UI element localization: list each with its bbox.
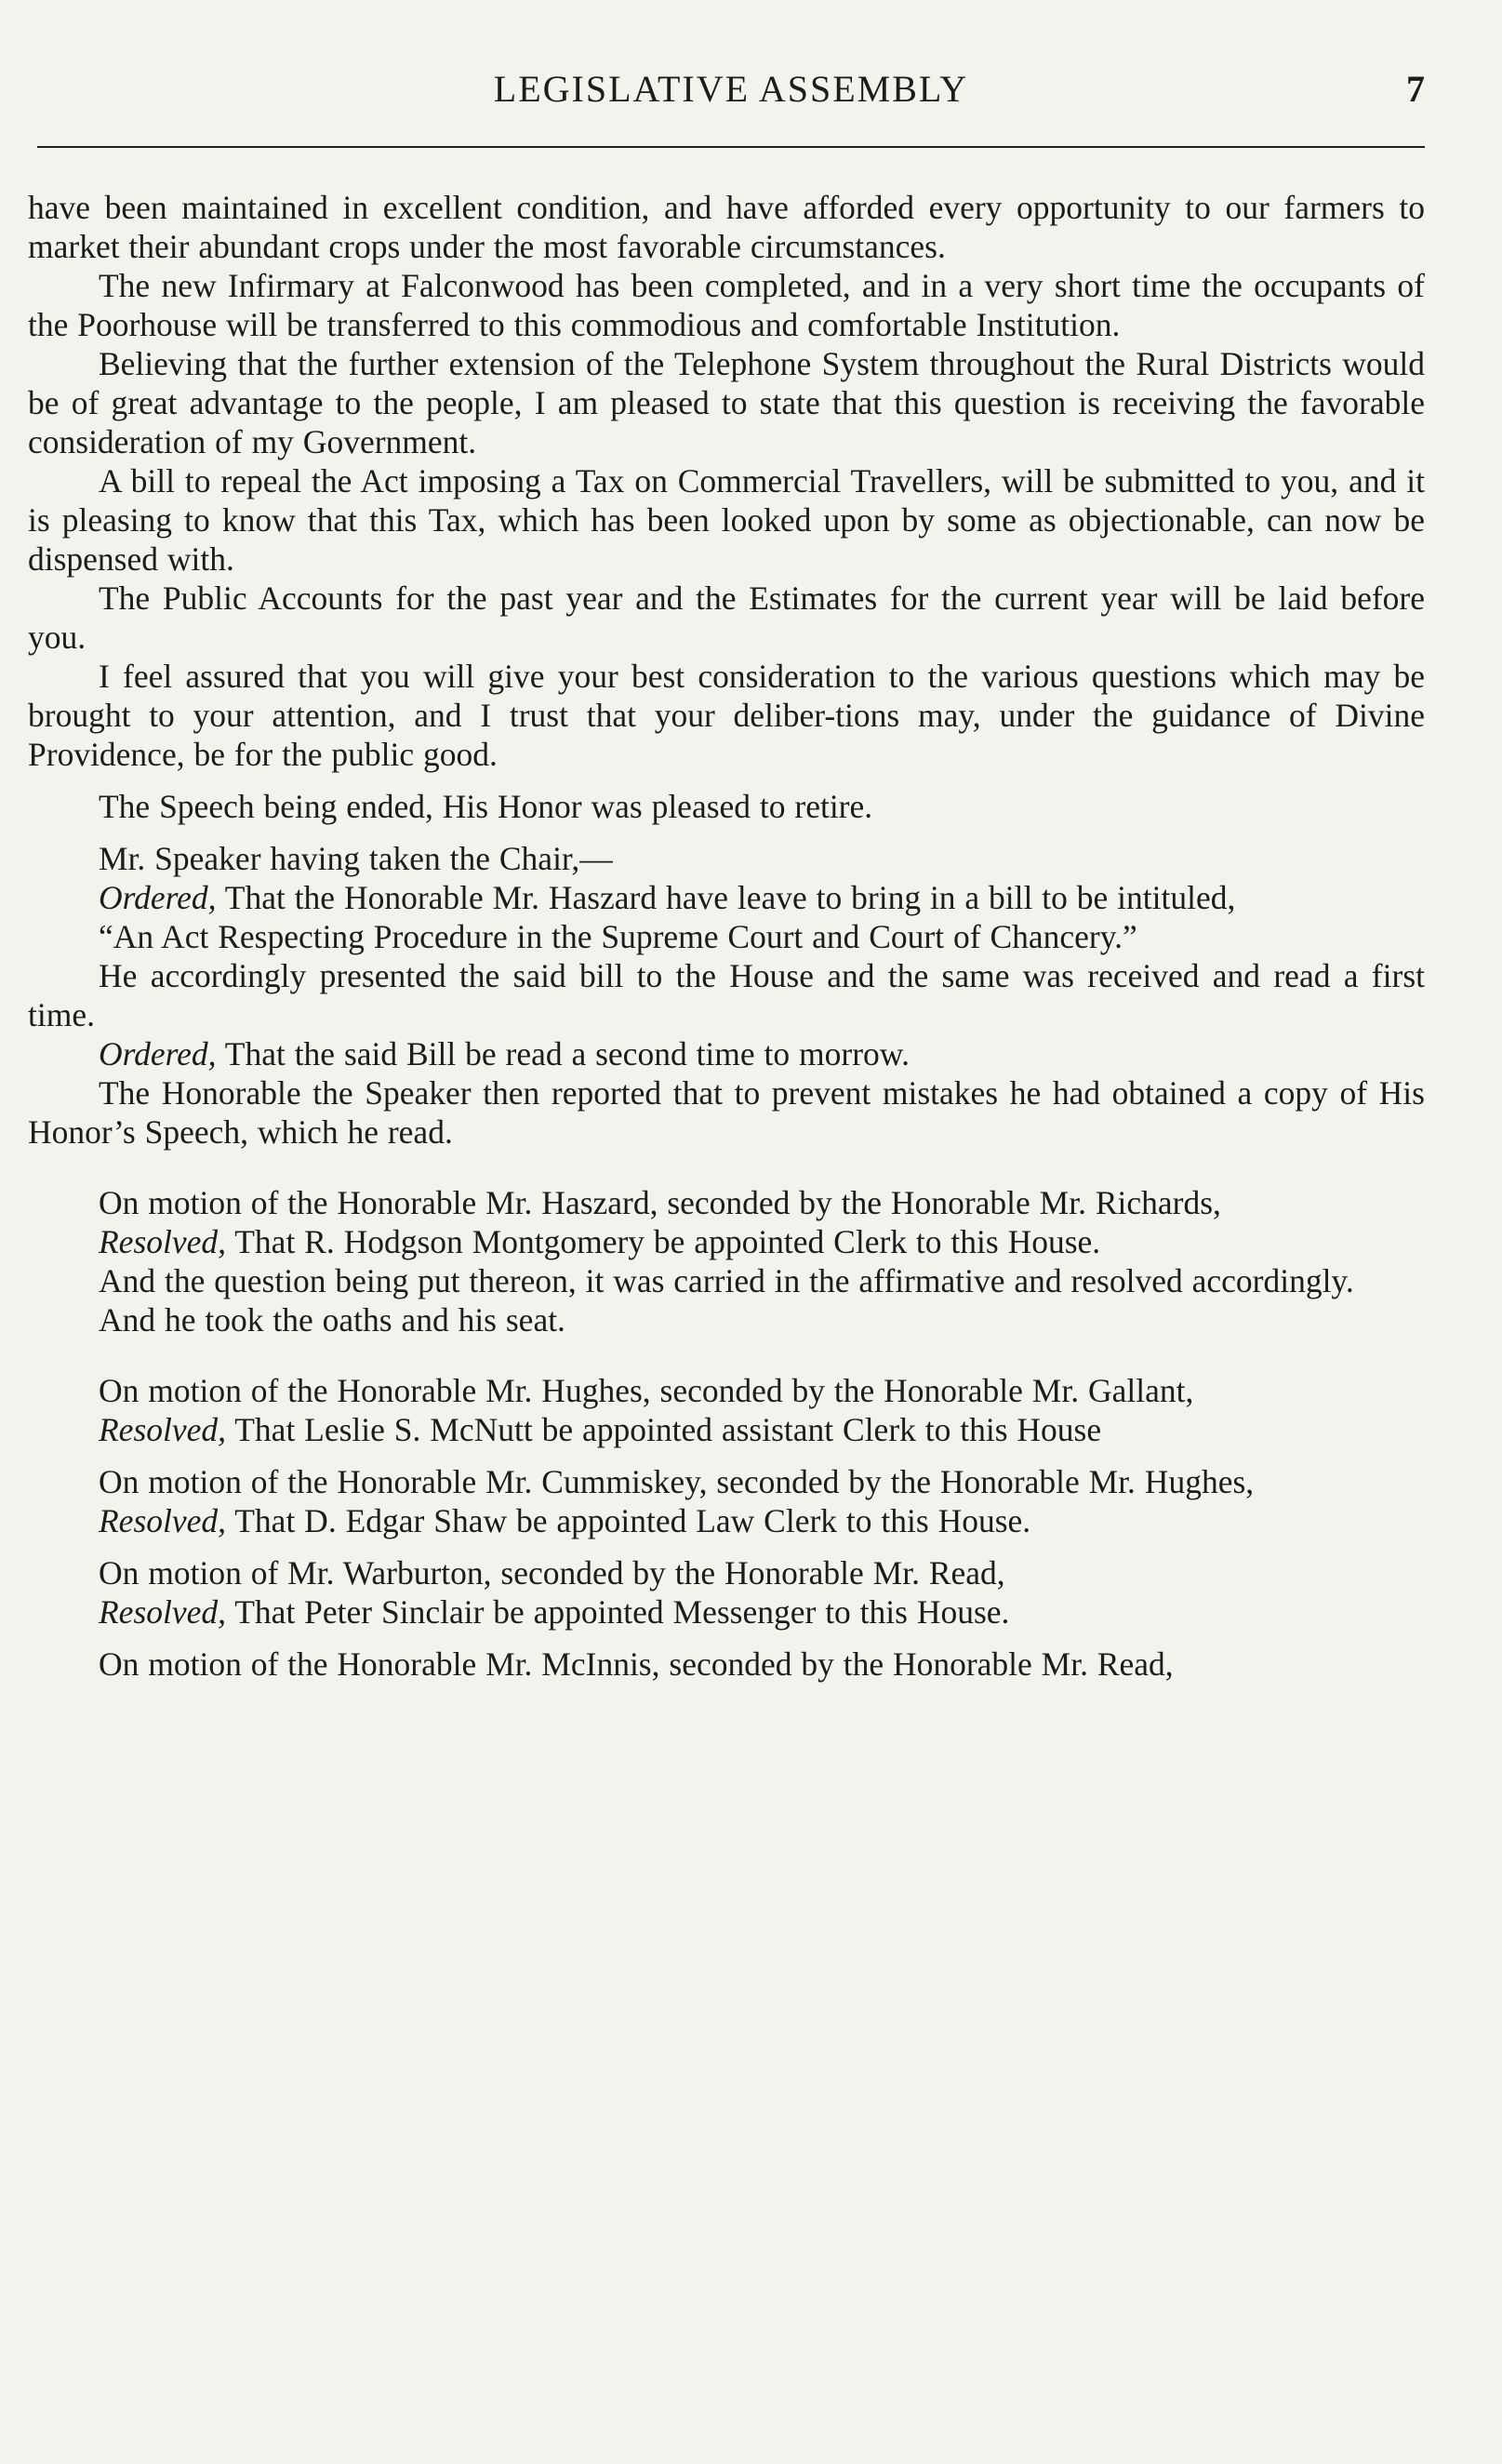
- order-text: That the Honorable Mr. Haszard have leave to bring in a bill to be intituled,: [216, 879, 1236, 916]
- motion-paragraph: On motion of the Honorable Mr. McInnis, seconded by the Honorable Mr. Read,: [99, 1645, 1174, 1683]
- paragraph: And he took the oaths and his seat.: [99, 1301, 565, 1339]
- paragraph: have been maintained in excellent condition, and have afforded every opportunity to our farmers to market their abundant crops under the most favorable circumstances.: [28, 189, 1425, 265]
- resolution-label: Resolved,: [99, 1411, 227, 1448]
- order-text: That the said Bill be read a second time to morrow.: [216, 1035, 910, 1072]
- paragraph: Mr. Speaker having taken the Chair,—: [99, 840, 613, 877]
- motion-paragraph: On motion of the Honorable Mr. Hughes, seconded by the Honorable Mr. Gallant,: [99, 1372, 1194, 1409]
- paragraph: The Speech being ended, His Honor was pleased to retire.: [99, 788, 873, 825]
- resolution-paragraph: [28, 1410, 1425, 1449]
- resolution-paragraph: [28, 1222, 1425, 1261]
- paragraph: I feel assured that you will give your best consideration to the various questions which may be brought to your attention, and I trust that your deliber-tions may, under the guidance of Divine Providence, be for the public good.: [28, 658, 1425, 773]
- paragraph: The Public Accounts for the past year and the Estimates for the current year will be laid before you.: [28, 579, 1425, 656]
- order-label: Ordered,: [99, 879, 217, 916]
- running-title: LEGISLATIVE ASSEMBLY: [493, 68, 969, 110]
- resolution-label: Resolved,: [99, 1502, 227, 1539]
- motion-paragraph: On motion of Mr. Warburton, seconded by the Honorable Mr. Read,: [99, 1554, 1005, 1592]
- resolution-text: That Peter Sinclair be appointed Messenger to this House.: [226, 1593, 1010, 1631]
- resolution-label: Resolved,: [99, 1593, 227, 1631]
- order-paragraph: [28, 878, 1425, 917]
- order-paragraph: [28, 1034, 1425, 1073]
- page-header: [37, 67, 1425, 123]
- paragraph: The Honorable the Speaker then reported that to prevent mistakes he had obtained a copy of His Honor’s Speech, which he read.: [28, 1074, 1425, 1151]
- resolution-text: That Leslie S. McNutt be appointed assistant Clerk to this House: [226, 1411, 1102, 1448]
- paragraph: The new Infirmary at Falconwood has been completed, and in a very short time the occupants of the Poorhouse will be transferred to this commodious and comfortable Institution.: [28, 267, 1425, 343]
- resolution-paragraph: [28, 1501, 1425, 1540]
- paragraph: A bill to repeal the Act imposing a Tax on Commercial Travellers, will be submitted to you, and it is pleasing to know that this Tax, which has been looked upon by some as objectionable, can now be dispensed with.: [28, 462, 1425, 578]
- resolution-text: That R. Hodgson Montgomery be appointed Clerk to this House.: [226, 1223, 1101, 1260]
- order-label: Ordered,: [99, 1035, 217, 1072]
- resolution-paragraph: [28, 1592, 1425, 1632]
- motion-paragraph: On motion of the Honorable Mr. Haszard, seconded by the Honorable Mr. Richards,: [99, 1184, 1221, 1221]
- paragraph: Believing that the further extension of the Telephone System throughout the Rural Districts would be of great advantage to the people, I am pleased to state that this question is receiving the favorable consideration of my Government.: [28, 345, 1425, 460]
- motion-paragraph: On motion of the Honorable Mr. Cummiskey, seconded by the Honorable Mr. Hughes,: [99, 1463, 1255, 1500]
- header-rule: [37, 146, 1425, 148]
- resolution-label: Resolved,: [99, 1223, 227, 1260]
- paragraph: He accordingly presented the said bill to the House and the same was received and read a first time.: [28, 957, 1425, 1033]
- resolution-text: That D. Edgar Shaw be appointed Law Clerk to this House.: [226, 1502, 1031, 1539]
- bill-title: “An Act Respecting Procedure in the Supreme Court and Court of Chancery.”: [99, 918, 1137, 955]
- page-number: 7: [1406, 68, 1425, 110]
- paragraph: And the question being put thereon, it was carried in the affirmative and resolved accordingly.: [99, 1262, 1354, 1299]
- body-text: [28, 188, 1425, 1684]
